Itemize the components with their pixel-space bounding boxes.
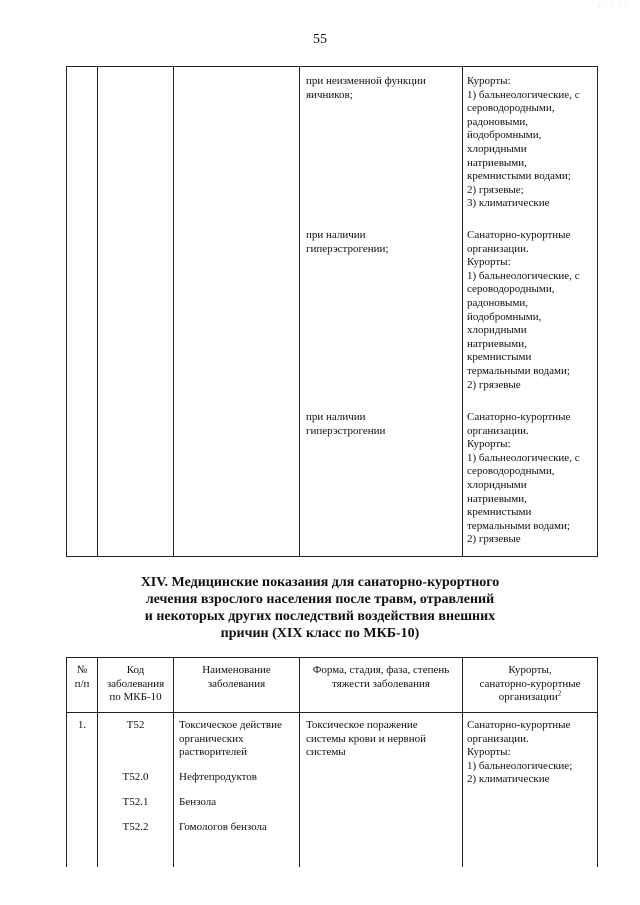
header-name: Наименование заболевания [202, 664, 271, 690]
section-heading: XIV. Медицинские показания для санаторно-курортного лечения взрослого населения после травм, отравлений и некоторых других последствий воздействия внешних причин (XIX класс по МКБ-10) [140, 575, 500, 641]
column-divider [462, 67, 463, 556]
header-code: Код заболевания по МКБ-10 [106, 664, 165, 703]
code-cell: T52.1 [122, 796, 149, 808]
resorts-cell: Санаторно-курортные организации. Курорты: 1) бальнеологические, с сероводородными, радоновыми, йодобромными, хлоридными натриевыми, кремнистыми термальными водами; 2) грязевые [467, 229, 580, 391]
row-number: 1. [77, 719, 87, 731]
column-divider [97, 67, 98, 556]
column-divider [299, 67, 300, 556]
disease-name-cell: Токсическое действие органических растворителей [179, 719, 282, 759]
resorts-cell: Санаторно-курортные организации. Курорты: 1) бальнеологические; 2) климатические [467, 719, 573, 786]
header-resorts-label: Курорты, санаторно-курортные организации [479, 664, 581, 703]
code-cell: T52.2 [122, 821, 149, 833]
header-num: № п/п [74, 664, 90, 690]
resorts-cell: Курорты: 1) бальнеологические, с сероводородными, радоновыми, йодобромными, хлоридными натриевыми, кремнистыми водами; 2) грязевые; 3) климатические [467, 75, 580, 210]
page-number: 55 [313, 32, 327, 47]
header-resorts [463, 664, 597, 705]
indications-table [66, 657, 598, 867]
top-table [66, 66, 598, 557]
condition-cell: при наличии гиперэстрогении; [306, 229, 389, 255]
disease-name-cell: Бензола [179, 796, 217, 808]
code-cell: T52 [126, 719, 145, 731]
footnote-marker: 2 [557, 689, 562, 698]
condition-cell: при наличии гиперэстрогении [306, 411, 386, 437]
disease-name-cell: Гомологов бензола [179, 821, 267, 833]
form-cell: Токсическое поражение системы крови и нервной системы [306, 719, 426, 759]
resorts-cell: Санаторно-курортные организации. Курорты: 1) бальнеологические, с сероводородными, хлоридными натриевыми, кремнистыми термальными водами; 2) грязевые [467, 411, 580, 546]
condition-cell: при неизменной функции яичников; [306, 75, 426, 101]
header-form: Форма, стадия, фаза, степень тяжести заболевания [312, 664, 450, 690]
code-cell: T52.0 [122, 771, 149, 783]
column-divider [173, 67, 174, 556]
corner-mark: · · · · · [598, 2, 629, 11]
header-divider [67, 712, 597, 713]
disease-name-cell: Нефтепродуктов [179, 771, 257, 783]
